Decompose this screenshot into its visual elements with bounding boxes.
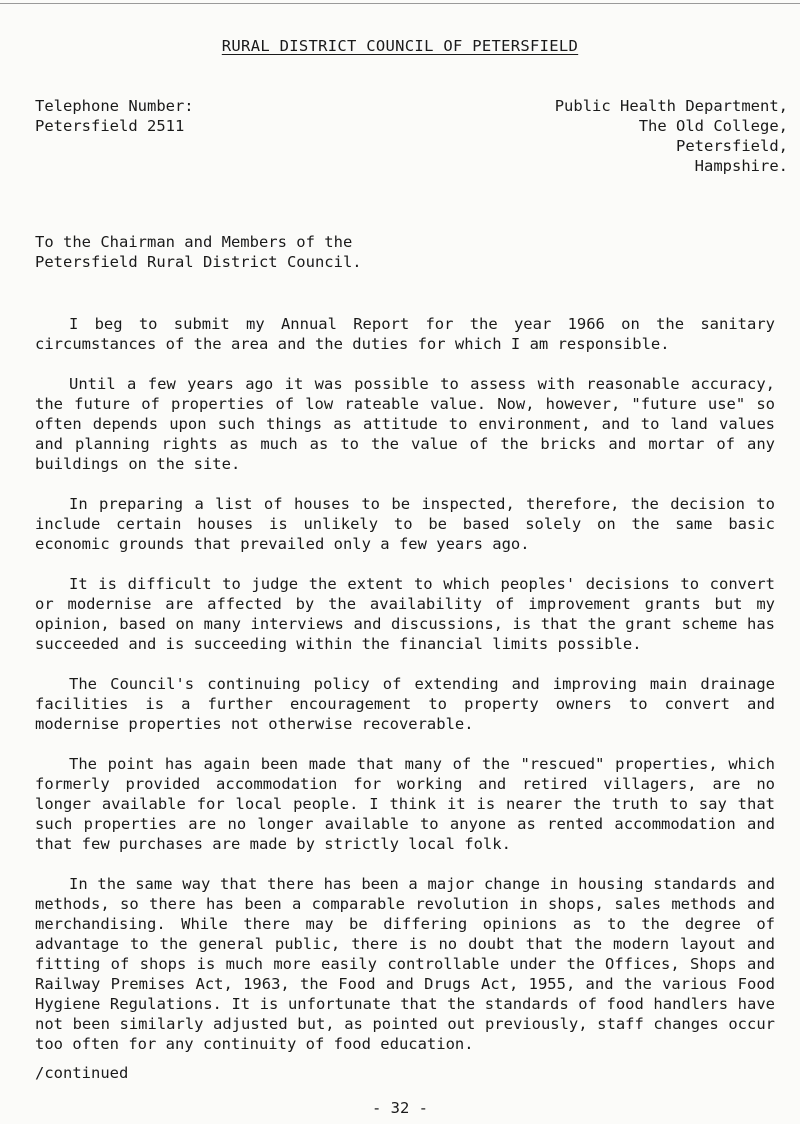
address-line-1: Public Health Department,	[554, 97, 788, 115]
page-number: - 32 -	[372, 1099, 428, 1117]
telephone-label: Telephone Number:	[35, 97, 194, 115]
telephone-number: Petersfield 2511	[35, 117, 185, 135]
salutation-line-2: Petersfield Rural District Council.	[35, 253, 362, 271]
continued-note: /continued	[35, 1064, 129, 1082]
paragraph: In the same way that there has been a major change in housing standards and methods, so there has been a comparable revolution in shops, sales methods and merchandising. While there may be differing opinions as to the degree of advantage to the general public, there is no doubt that the modern layout and fitting of shops is much more easily controllable under the Offices, Shops and Railway Premises Act, 1963, the Food and Drugs Act, 1955, and the various Food Hygiene Regulations. It is unfortunate that the standards of food handlers have not been similarly adjusted but, as pointed out previously, staff changes occur too often for any continuity of food education.	[35, 875, 775, 1053]
address-line-2: The Old College,	[638, 117, 788, 135]
paragraph: It is difficult to judge the extent to which peoples' decisions to convert or modernise are affected by the availability of improvement grants but my opinion, based on many interviews and discussions, is that the grant scheme has succeeded and is succeeding within the financial limits possible.	[35, 575, 775, 653]
salutation-line-1: To the Chairman and Members of the	[35, 233, 353, 251]
paragraph: In preparing a list of houses to be inspected, therefore, the decision to include certain houses is unlikely to be based solely on the same basic economic grounds that prevailed only a few years ago.	[35, 495, 775, 553]
telephone-block	[35, 96, 194, 136]
paragraph: Until a few years ago it was possible to assess with reasonable accuracy, the future of properties of low rateable value. Now, however, "future use" so often depends upon such things as attitude to environment, and to land values and planning rights as much as to the value of the bricks and mortar of any buildings on the site.	[35, 375, 775, 473]
paragraph: I beg to submit my Annual Report for the year 1966 on the sanitary circumstances of the area and the duties for which I am responsible.	[35, 315, 775, 353]
address-block	[555, 96, 788, 176]
paragraph: The point has again been made that many of the "rescued" properties, which formerly provided accommodation for working and retired villagers, are no longer available for local people. I think it is nearer the truth to say that such properties are no longer available to anyone as rented accommodation and that few purchases are made by strictly local folk.	[35, 755, 775, 853]
top-rule	[0, 3, 800, 4]
salutation	[35, 232, 362, 272]
report-body	[35, 314, 775, 1074]
page-title: RURAL DISTRICT COUNCIL OF PETERSFIELD	[221, 37, 579, 55]
address-line-4: Hampshire.	[694, 157, 788, 175]
paragraph: The Council's continuing policy of extending and improving main drainage facilities is a further encouragement to property owners to convert and modernise properties not otherwise recoverable.	[35, 675, 775, 733]
address-line-3: Petersfield,	[676, 137, 788, 155]
